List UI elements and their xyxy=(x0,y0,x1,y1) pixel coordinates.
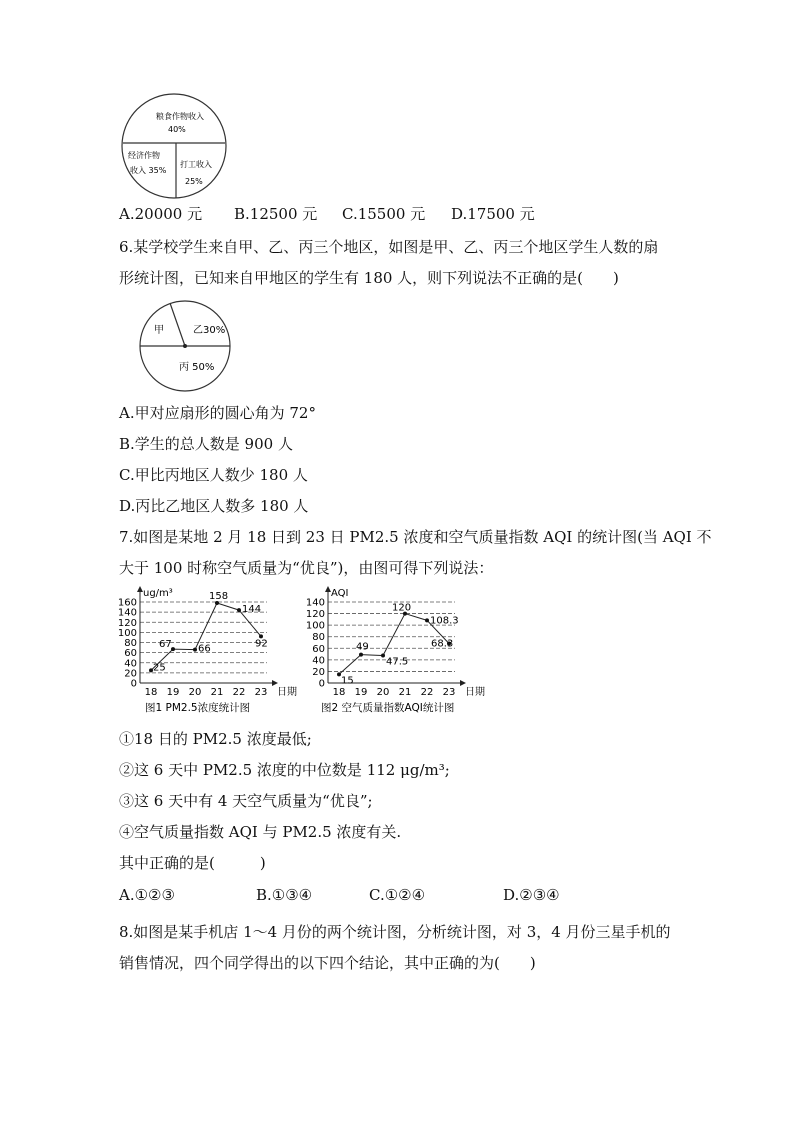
data-label: 158 xyxy=(209,591,229,603)
q6-option-d: D.丙比乙地区人数多 180 人 xyxy=(119,497,309,515)
q6-pie-chart xyxy=(137,300,233,392)
chart-title: 图1 PM2.5浓度统计图 xyxy=(145,702,251,714)
q7-option-a: A.①②③ xyxy=(119,886,175,904)
y-tick-label: 60 xyxy=(124,648,137,660)
q5-label-econ: 经济作物 xyxy=(128,151,160,160)
data-label: 68.3 xyxy=(431,638,454,650)
q5-pie-chart xyxy=(118,93,230,199)
y-tick-label: 40 xyxy=(312,655,325,667)
chart-title: 图2 空气质量指数AQI统计图 xyxy=(321,702,455,714)
data-label: 92 xyxy=(255,638,268,650)
y-tick-label: 120 xyxy=(306,609,325,621)
q7-text-line1: 7.如图是某地 2 月 18 日到 23 日 PM2.5 浓度和空气质量指数 AQI 的统计图(当 AQI 不 xyxy=(119,528,712,546)
data-label: 120 xyxy=(392,602,412,614)
data-label: 66 xyxy=(198,643,211,655)
data-point xyxy=(193,648,197,652)
q6-text-line2: 形统计图，已知来自甲地区的学生有 180 人，则下列说法不正确的是( ) xyxy=(119,269,619,287)
data-point xyxy=(381,654,385,658)
q5-label-grain-pct: 40% xyxy=(168,125,186,134)
y-tick-label: 20 xyxy=(124,668,137,680)
x-axis-arrow xyxy=(272,680,278,686)
q6-option-c: C.甲比丙地区人数少 180 人 xyxy=(119,466,308,484)
x-tick-label: 18 xyxy=(144,687,158,698)
y-tick-label: 140 xyxy=(306,597,325,609)
q7-option-d: D.②③④ xyxy=(503,886,560,904)
x-tick-label: 23 xyxy=(442,687,456,698)
q5-label-grain: 粮食作物收入 xyxy=(156,112,204,121)
x-tick-label: 20 xyxy=(188,687,202,698)
q5-pie-circle xyxy=(122,94,226,198)
q6-text-line1: 6.某学校学生来自甲、乙、丙三个地区，如图是甲、乙、丙三个地区学生人数的扇 xyxy=(119,238,659,256)
q8-text-line1: 8.如图是某手机店 1～4 月份的两个统计图，分析统计图，对 3，4 月份三星手机的 xyxy=(119,923,671,941)
q8-text-line2: 销售情况，四个同学得出的以下四个结论，其中正确的为( ) xyxy=(119,954,536,972)
data-label: 108.3 xyxy=(430,615,459,627)
y-tick-label: 160 xyxy=(117,597,137,609)
x-tick-label: 19 xyxy=(354,687,368,698)
y-tick-label: 100 xyxy=(117,627,137,639)
y-tick-label: 0 xyxy=(130,678,137,690)
x-tick-label: 21 xyxy=(210,687,224,698)
x-tick-label: 23 xyxy=(254,687,268,698)
data-label: 144 xyxy=(242,604,262,616)
data-point xyxy=(425,618,429,622)
x-tick-label: 19 xyxy=(166,687,180,698)
q7-question: 其中正确的是( ) xyxy=(119,854,266,872)
q7-statement-2: ②这 6 天中 PM2.5 浓度的中位数是 112 μg/m³; xyxy=(119,761,450,779)
y-axis-label: ug/m³ xyxy=(143,588,173,599)
y-axis-label: AQI xyxy=(331,588,349,599)
y-tick-label: 120 xyxy=(117,617,137,629)
y-tick-label: 60 xyxy=(312,643,325,655)
x-tick-label: 21 xyxy=(398,687,412,698)
data-point xyxy=(237,608,241,612)
q7-text-line2: 大于 100 时称空气质量为“优良”)，由图可得下列说法： xyxy=(119,559,494,577)
x-axis-label: 日期 xyxy=(465,687,485,698)
x-tick-label: 22 xyxy=(420,687,434,698)
x-tick-label: 22 xyxy=(232,687,246,698)
data-point xyxy=(359,653,363,657)
data-label: 47.5 xyxy=(386,656,409,668)
data-label: 67 xyxy=(159,639,172,651)
q5-option-a: A.20000 元 xyxy=(119,205,203,223)
q7-statement-4: ④空气质量指数 AQI 与 PM2.5 浓度有关. xyxy=(119,823,402,841)
q6-option-b: B.学生的总人数是 900 人 xyxy=(119,435,293,453)
q6-pie-center xyxy=(183,344,187,348)
x-axis-arrow xyxy=(460,680,466,686)
q6-label-bing: 丙 50% xyxy=(179,362,215,373)
q6-label-jia: 甲 xyxy=(154,325,164,336)
y-tick-label: 80 xyxy=(124,638,137,649)
aqi-line-chart xyxy=(306,583,490,719)
q6-label-yi: 乙30% xyxy=(193,325,226,336)
q5-option-d: D.17500 元 xyxy=(451,205,535,223)
q5-label-work: 打工收入 xyxy=(180,160,212,169)
y-tick-label: 40 xyxy=(124,658,137,670)
x-tick-label: 20 xyxy=(376,687,390,698)
y-tick-label: 100 xyxy=(306,620,325,632)
data-label: 25 xyxy=(153,662,166,674)
q5-label-work-pct: 25% xyxy=(185,177,203,186)
q6-option-a: A.甲对应扇形的圆心角为 72° xyxy=(119,404,316,422)
q7-statement-1: ①18 日的 PM2.5 浓度最低; xyxy=(119,730,312,748)
y-tick-label: 0 xyxy=(318,678,325,690)
y-tick-label: 20 xyxy=(312,666,325,678)
pm25-line-chart xyxy=(112,583,302,719)
q5-option-b: B.12500 元 xyxy=(234,205,318,223)
y-tick-label: 80 xyxy=(312,632,325,644)
q7-option-c: C.①②④ xyxy=(369,886,426,904)
q5-option-c: C.15500 元 xyxy=(342,205,426,223)
x-axis-label: 日期 xyxy=(277,687,297,698)
x-tick-label: 18 xyxy=(332,687,346,698)
data-label: 49 xyxy=(356,641,369,653)
q5-label-econ-pct: 收入 35% xyxy=(130,166,167,175)
data-label: 15 xyxy=(341,675,354,687)
q7-statement-3: ③这 6 天中有 4 天空气质量为“优良”; xyxy=(119,792,373,810)
y-tick-label: 140 xyxy=(117,607,137,619)
q7-option-b: B.①③④ xyxy=(256,886,313,904)
